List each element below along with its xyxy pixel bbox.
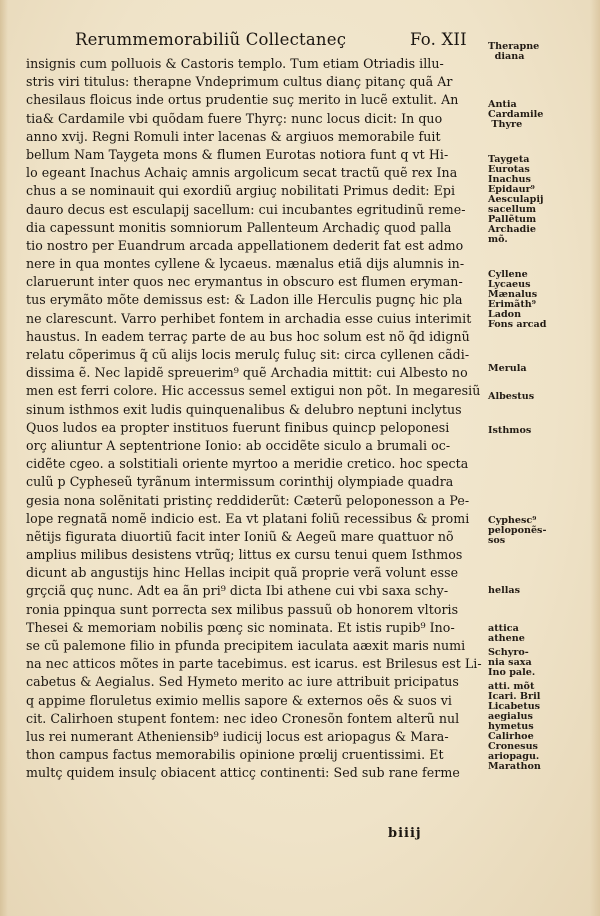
text-line: Thesei & memoriam nobilis pœnç sic nominata. Et istis rupib⁹ Ino- [26,619,455,635]
marginal-note: Antia Cardamile Thyre [488,99,544,130]
text-line: lope regnatã nomẽ indicio est. Ea vt platani foliũ recessibus & promi [26,510,470,526]
text-line: Quos ludos ea propter instituos fuerunt finibus quincp peloponesi [26,419,450,435]
text-line: nere in qua montes cyllene & lycaeus. mænalus etiã dijs alumnis in- [26,256,465,272]
marginal-note: Cyllene Lycaeus Mænalus Erimãth⁹ Ladon Fons arcad [488,269,547,330]
text-line: chesilaus floicus inde ortus prudentie suç merito in lucẽ extulit. An [26,92,459,108]
text-line: dissima ẽ. Nec lapidẽ spreuerim⁹ quẽ Archadia mittit: cui Albesto no [26,365,468,381]
running-title: Rerummemorabiliũ Collectaneç [75,30,347,49]
marginal-note: Schyro- nia saxa Ino pale. [488,647,536,678]
signature-mark: biiij [388,826,422,841]
text-line: men est ferri colore. Hic accessus semel extigui non põt. In megaresiũ [26,383,481,399]
text-line: dauro decus est esculapij sacellum: cui incubantes egritudinũ reme- [26,201,466,217]
text-line: grçciã quç nunc. Adt ea ãn pri⁹ dicta Ibi athene cui vbi saxa schy- [26,583,449,599]
text-line: gesia nona solẽnitati pristinç reddiderũt: Cæterũ peloponesson a Pe- [26,492,470,508]
text-line: anno xvij. Regni Romuli inter lacenas & argiuos memorabile fuit [26,128,441,144]
text-line: cidẽte cgeo. a solstitiali oriente myrtoo a meridie cretico. hoc specta [26,456,469,472]
text-line: ne clarescunt. Varro perhibet fontem in archadia esse cuius interimit [26,310,472,326]
text-line: nẽtijs figurata diuortiũ facit inter Ioniũ & Aegeũ mare quattuor nõ [26,528,454,544]
text-line: tio nostro per Euandrum arcada appellationem dederit fat est admo [26,237,464,253]
marginal-note: atti. mõt Icari. Bril Licabetus aegialus hymetus Calirhoe Cronesus ariopagu. Marathon [488,681,541,772]
text-line: bellum Nam Taygeta mons & flumen Eurotas notiora funt q vt Hi- [26,146,449,162]
running-header [75,30,480,52]
text-line: thon campus factus memorabilis opinione prœlij cruentissimi. Et [26,747,444,763]
text-line: sinum isthmos exit ludis quinquenalibus & delubro neptuni inclytus [26,401,462,417]
text-line: orç aliuntur A septentrione Ionio: ab occidẽte siculo a brumali oc- [26,437,451,453]
marginal-note: Merula [488,363,527,374]
marginal-note: Albestus [488,391,535,402]
marginal-notes-column [488,42,592,822]
text-line: claruerunt inter quos nec erymantus in obscuro est flumen eryman- [26,274,463,290]
text-line: insignis cum polluois & Castoris templo. Tum etiam Otriadis illu- [26,56,444,71]
marginal-note: attica athene [488,623,525,644]
marginal-note: Therapne diana [488,41,540,62]
folio-number: Fo. XII [410,30,467,49]
marginal-note: Cyphesc⁹ peloponẽs- sos [488,515,547,546]
text-line: amplius milibus desistens vtrũq; littus ex cursu tenui quem Isthmos [26,547,463,563]
text-line: ronia ppinqua sunt porrecta sex milibus passuũ ob honorem vltoris [26,601,459,617]
text-line: se cũ palemone filio in pfunda precipitem iaculata aæxit maris numi [26,638,466,653]
marginal-note: Taygeta Eurotas Inachus Epidaur⁹ Aesculapij sacellum Pallẽtum Archadie mõ. [488,154,544,245]
text-line: dia capessunt monitis somniorum Pallenteum Archadiç quod palla [26,219,452,235]
text-line: stris viri titulus: therapne Vndeprimum cultus dianç pitanç quã Ar [26,74,453,90]
text-line: multç quidem insulç obiacent atticç continenti: Sed sub rane ferme [26,765,460,781]
text-line: cabetus & Aegialus. Sed Hymeto merito ac iure attribuit pricipatus [26,674,459,690]
text-line: tus erymãto mõte demissus est: & Ladon ille Herculis pugnç hic pla [26,292,463,308]
text-line: dicunt ab angustijs hinc Hellas incipit quã proprie verã volunt esse [26,565,459,581]
text-line: relatu cõperimus q̃ cũ alijs locis merulç fuluç sit: circa cyllenen cãdi- [26,347,470,362]
marginal-note: hellas [488,585,520,596]
text-line: cit. Calirhoen stupent fontem: nec ideo Cronesõn fontem alterũ nul [26,710,460,726]
page-edge-shadow-left [0,0,8,916]
text-line: lo egeant Inachus Achaiç amnis argolicum secat tractũ quẽ rex Ina [26,165,458,181]
marginal-note: Isthmos [488,425,532,436]
text-line: lus rei numerant Atheniensib⁹ iudicij locus est ariopagus & Mara- [26,728,449,744]
main-text-block [26,55,488,783]
text-line: haustus. In eadem terraç parte de au bus hoc solum est nõ q̃d idignũ [26,328,470,344]
text-line: chus a se nominauit qui exordiũ argiuç nobilitati Primus dedit: Epi [26,183,456,199]
text-line: na nec atticos mõtes in parte tacebimus. est icarus. est Brilesus est Li- [26,656,482,672]
text-line: q appime floruletus eximio mellis sapore & externos oẽs & suos vi [26,692,453,708]
text-line: tia& Cardamile vbi quõdam fuere Thyrç: nunc locus dicit: In quo [26,110,443,126]
text-line: culũ p Cypheseũ tyrãnum intermissum corinthij olympiade quadra [26,474,454,490]
